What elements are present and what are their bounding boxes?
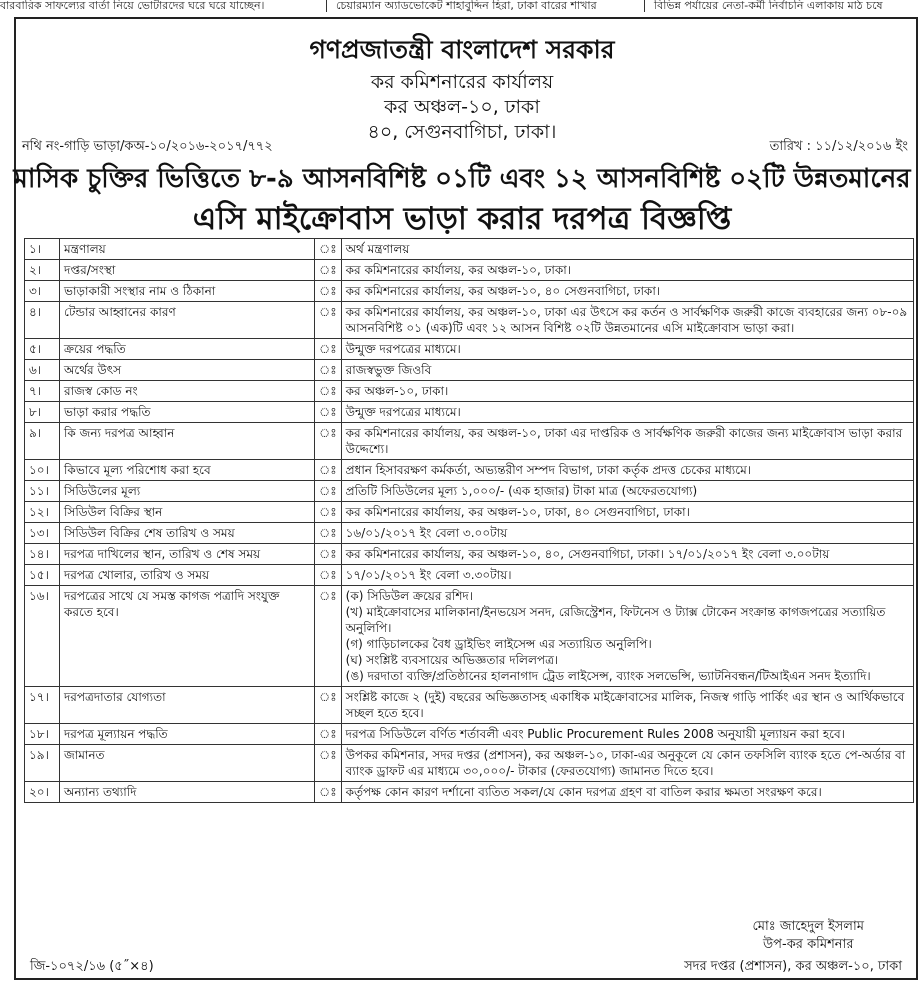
item-number: ৬। — [25, 360, 60, 381]
table-row — [25, 302, 914, 339]
item-label: সিডিউল বিক্রির শেষ তারিখ ও সময় — [60, 523, 315, 544]
item-colon: ঃ — [315, 586, 342, 687]
office-name: কর কমিশনারের কার্যালয় — [370, 71, 554, 93]
item-colon: ঃ — [315, 523, 342, 544]
item-value — [341, 782, 913, 803]
item-value — [341, 260, 913, 281]
item-label: দরপত্র দাখিলের স্থান, তারিখ ও শেষ সময় — [60, 544, 315, 565]
table-row — [25, 281, 914, 302]
item-value-line: প্রধান হিসাবরক্ষণ কর্মকর্তা, অভ্যন্তরীণ সম্পদ বিভাগ, ঢাকা কর্তৃক প্রদত্ত চেকের মাধ্যমে। — [345, 463, 752, 477]
item-number: ১০। — [25, 460, 60, 481]
item-value — [341, 687, 913, 724]
item-value-line: সংশ্লিষ্ট কাজে ২ (দুই) বছরের অভিজ্ঞতাসহ একাধিক মাইক্রোবাসের মালিক, নিজস্ব গাড়ি পার্কিং এর স্থান ও আর্থিকভাবে সচ্ছল হতে হবে। — [345, 690, 905, 720]
item-label: ভাড়া করার পদ্ধতি — [60, 402, 315, 423]
item-value — [341, 281, 913, 302]
table-row — [25, 360, 914, 381]
item-colon: ঃ — [315, 565, 342, 586]
item-value — [341, 302, 913, 339]
item-value-line: (খ) মাইক্রোবাসের মালিকানা/ইনভয়েস সনদ, রেজিস্ট্রেশন, ফিটনেস ও ট্যাক্স টোকেন সংক্রান্ত কাগজপত্রের সত্যায়িত অনুলিপি। — [345, 605, 886, 635]
signatory-office: সদর দপ্তর (প্রশাসন), কর অঞ্চল-১০, ঢাকা — [684, 959, 902, 974]
item-colon: ঃ — [315, 339, 342, 360]
item-label: ক্রয়ের পদ্ধতি — [60, 339, 315, 360]
item-colon: ঃ — [315, 302, 342, 339]
table-row — [25, 260, 914, 281]
item-number: ১৪। — [25, 544, 60, 565]
item-value — [341, 502, 913, 523]
table-row — [25, 502, 914, 523]
item-value-line: রাজস্বভুক্ত জিওবি — [345, 363, 432, 377]
signature-block — [753, 918, 864, 954]
item-label: দরপত্রদাতার যোগ্যতা — [60, 687, 315, 724]
notice-title-line-1: মাসিক চুক্তির ভিত্তিতে ৮-৯ আসনবিশিষ্ট ০১টি এবং ১২ আসনবিশিষ্ট ০২টি উন্নতমানের — [13, 164, 911, 194]
item-value — [341, 481, 913, 502]
item-colon: ঃ — [315, 360, 342, 381]
item-label: টেন্ডার আহ্বানের কারণ — [60, 302, 315, 339]
item-value-line: কর কমিশনারের কার্যালয়, কর অঞ্চল-১০, ৪০ সেগুনবাগিচা, ঢাকা। — [345, 284, 661, 298]
item-colon: ঃ — [315, 239, 342, 260]
item-label: দরপত্রের সাথে যে সমস্ত কাগজ পত্রাদি সংযুক্ত করতে হবে। — [60, 586, 315, 687]
item-value-line: কর কমিশনারের কার্যালয়, কর অঞ্চল-১০, ৪০, সেগুনবাগিচা, ঢাকা। ১৭/০১/২০১৭ ইং বেলা ৩.০০টায় — [345, 547, 830, 561]
item-colon: ঃ — [315, 381, 342, 402]
item-number: ৮। — [25, 402, 60, 423]
signatory-name: মোঃ জাহেদুল ইসলাম — [752, 919, 864, 934]
item-label: মন্ত্রণালয় — [60, 239, 315, 260]
item-label: কিভাবে মূল্য পরিশোধ করা হবে — [60, 460, 315, 481]
item-label: অর্থের উৎস — [60, 360, 315, 381]
item-number: ১। — [25, 239, 60, 260]
table-row — [25, 565, 914, 586]
item-label: রাজস্ব কোড নং — [60, 381, 315, 402]
item-label: কি জন্য দরপত্র আহ্বান — [60, 423, 315, 460]
item-value-line: দরপত্র সিডিউলে বর্ণিত শর্তাবলী এবং Public Procurement Rules 2008 অনুযায়ী মূল্যায়ন করা হবে। — [345, 727, 845, 741]
item-colon: ঃ — [315, 281, 342, 302]
table-row — [25, 544, 914, 565]
item-colon: ঃ — [315, 481, 342, 502]
item-number: ৪। — [25, 302, 60, 339]
item-value-line: উন্মুক্ত দরপত্রের মাধ্যমে। — [345, 405, 461, 419]
table-row — [25, 402, 914, 423]
item-number: ১৬। — [25, 586, 60, 687]
table-row — [25, 339, 914, 360]
item-label: অন্যান্য তথ্যাদি — [60, 782, 315, 803]
office-address: ৪০, সেগুনবাগিচা, ঢাকা। — [367, 121, 557, 143]
item-number: ৭। — [25, 381, 60, 402]
item-value-line: উপকর কমিশনার, সদর দপ্তর (প্রশাসন), কর অঞ্চল-১০, ঢাকা-এর অনুকূলে যে কোন তফসিলি ব্যাংক হতে পে-অর্ডার বা ব্যাংক ড্রাফট এর মাধ্যমে ৩০,০০০/- টাকার (ফেরতযোগ্য) জামানত দিতে হবে। — [345, 748, 906, 778]
item-number: ১৭। — [25, 687, 60, 724]
item-number: ১২। — [25, 502, 60, 523]
item-value-line: (ক) সিডিউল ক্রয়ের রশিদ। — [345, 589, 474, 603]
item-value-line: (ঘ) সংশ্লিষ্ট ব্যবসায়ের অভিজ্ঞতার দলিলপত্র। — [345, 653, 559, 667]
table-row — [25, 481, 914, 502]
table-row — [25, 724, 914, 745]
item-value-line: ১৬/০১/২০১৭ ইং বেলা ৩.০০টায় — [345, 526, 508, 540]
item-value-line: প্রতিটি সিডিউলের মূল্য ১,০০০/- (এক হাজার) টাকা মাত্র (অফেরতযোগ্য) — [345, 484, 698, 498]
item-number: ২। — [25, 260, 60, 281]
item-colon: ঃ — [315, 423, 342, 460]
item-value — [341, 402, 913, 423]
item-number: ১৯। — [25, 745, 60, 782]
government-heading: গণপ্রজাতন্ত্রী বাংলাদেশ সরকার — [309, 35, 615, 64]
item-value — [341, 239, 913, 260]
item-value-line: অর্থ মন্ত্রণালয় — [345, 242, 410, 256]
item-label: দরপত্র খোলার, তারিখ ও সময় — [60, 565, 315, 586]
item-number: ১৫। — [25, 565, 60, 586]
item-colon: ঃ — [315, 502, 342, 523]
item-colon: ঃ — [315, 460, 342, 481]
item-value — [341, 586, 913, 687]
item-label: দপ্তর/সংস্থা — [60, 260, 315, 281]
item-label: ভাড়াকারী সংস্থার নাম ও ঠিকানা — [60, 281, 315, 302]
table-row — [25, 782, 914, 803]
item-number: ১১। — [25, 481, 60, 502]
item-number: ২০। — [25, 782, 60, 803]
table-row — [25, 381, 914, 402]
table-row — [25, 687, 914, 724]
item-value-line: কর কমিশনারের কার্যালয়, কর অঞ্চল-১০, ঢাকা এর উৎসে কর কর্তন ও সার্বক্ষণিক জরুরী কাজে ব্যবহারের জন্য ০৮-০৯ আসনবিশিষ্ট ০১ (এক)টি এবং ১২ আসন বিশিষ্ট ০২টি উন্নতমানের এসি মাইক্রোবাস ভাড়া করা। — [345, 305, 908, 335]
item-number: ১৮। — [25, 724, 60, 745]
item-value-line: উন্মুক্ত দরপত্রের মাধ্যমে। — [345, 342, 461, 356]
item-value-line: (ঙ) দরদাতা ব্যক্তি/প্রতিষ্ঠানের হালনাগাদ ট্রেড লাইসেন্স, ব্যাংক সলভেন্সি, ভ্যাটনিবন্ধন/টিআইএন সনদ ইত্যাদি। — [345, 669, 871, 683]
g-reference: জি-১০৭২/১৬ (৫˝×৪) — [30, 959, 154, 974]
item-colon: ঃ — [315, 260, 342, 281]
item-value-line: কর অঞ্চল-১০, ঢাকা। — [345, 384, 449, 398]
item-value — [341, 745, 913, 782]
item-colon: ঃ — [315, 687, 342, 724]
item-label: জামানত — [60, 745, 315, 782]
item-value — [341, 544, 913, 565]
item-value-line: (গ) গাড়িচালকের বৈধ ড্রাইভিং লাইসেন্স এর সত্যায়িত অনুলিপি। — [345, 637, 652, 651]
memo-number: নথি নং-গাড়ি ভাড়া/কঅ-১০/২০১৬-২০১৭/৭৭২ — [22, 139, 273, 154]
notice-date: তারিখ : ১১/১২/২০১৬ ইং — [769, 139, 908, 154]
item-value — [341, 523, 913, 544]
item-number: ১৩। — [25, 523, 60, 544]
top-strip-middle-text: চেয়ারম্যান অ্যাডভোকেট শাহাবুদ্দিন হিরা, ঢাকা বারের শাখার — [336, 0, 597, 12]
item-colon: ঃ — [315, 402, 342, 423]
table-row — [25, 239, 914, 260]
item-value — [341, 565, 913, 586]
item-value — [341, 381, 913, 402]
item-label: দরপত্র মূল্যায়ন পদ্ধতি — [60, 724, 315, 745]
top-strip-divider — [326, 0, 327, 12]
top-strip-divider — [644, 0, 645, 12]
item-label: সিডিউলের মূল্য — [60, 481, 315, 502]
item-value — [341, 423, 913, 460]
item-value-line: কর কমিশনারের কার্যালয়, কর অঞ্চল-১০, ঢাকা। — [345, 263, 572, 277]
item-value-line: ১৭/০১/২০১৭ ইং বেলা ৩.৩০টায়। — [345, 568, 512, 582]
table-row — [25, 423, 914, 460]
item-value — [341, 339, 913, 360]
item-label: সিডিউল বিক্রির স্থান — [60, 502, 315, 523]
item-colon: ঃ — [315, 544, 342, 565]
item-value — [341, 460, 913, 481]
item-value — [341, 360, 913, 381]
signatory-designation: উপ-কর কমিশনার — [763, 937, 854, 952]
item-value-line: কর কমিশনারের কার্যালয়, কর অঞ্চল-১০, ঢাকা, ৪০ সেগুনবাগিচা, ঢাকা। — [345, 505, 690, 519]
item-number: ৩। — [25, 281, 60, 302]
item-value-line: কর কমিশনারের কার্যালয়, কর অঞ্চল-১০, ঢাকা এর দাপ্তরিক ও সার্বক্ষণিক জরুরী কাজের জন্য মাইক্রোবাস ভাড়া করার উদ্দেশ্যে। — [345, 426, 903, 456]
notice-title-line-2: এসি মাইক্রোবাস ভাড়া করার দরপত্র বিজ্ঞপ্তি — [192, 201, 732, 237]
newspaper-top-strip — [0, 0, 924, 16]
item-colon: ঃ — [315, 745, 342, 782]
item-value — [341, 724, 913, 745]
top-strip-left-text: বারবারিক সাফল্যের বার্তা নিয়ে ভোটারদের ঘরে ঘরে যাচ্ছেন। — [0, 0, 265, 12]
table-row — [25, 586, 914, 687]
table-row — [25, 460, 914, 481]
item-colon: ঃ — [315, 724, 342, 745]
item-value-line: কর্তৃপক্ষ কোন কারণ দর্শানো ব্যতিত সকল/যে কোন দরপত্র গ্রহণ বা বাতিল করার ক্ষমতা সংরক্ষণ করে। — [345, 785, 822, 799]
item-number: ৯। — [25, 423, 60, 460]
item-number: ৫। — [25, 339, 60, 360]
tender-details-table — [24, 238, 914, 803]
table-row — [25, 523, 914, 544]
item-colon: ঃ — [315, 782, 342, 803]
tax-zone: কর অঞ্চল-১০, ঢাকা — [384, 96, 540, 118]
top-strip-right-text: বিভিন্ন পর্যায়ের নেতা-কর্মী নির্বাচনি এলাকায় মাঠ চষে — [654, 0, 883, 12]
table-row — [25, 745, 914, 782]
